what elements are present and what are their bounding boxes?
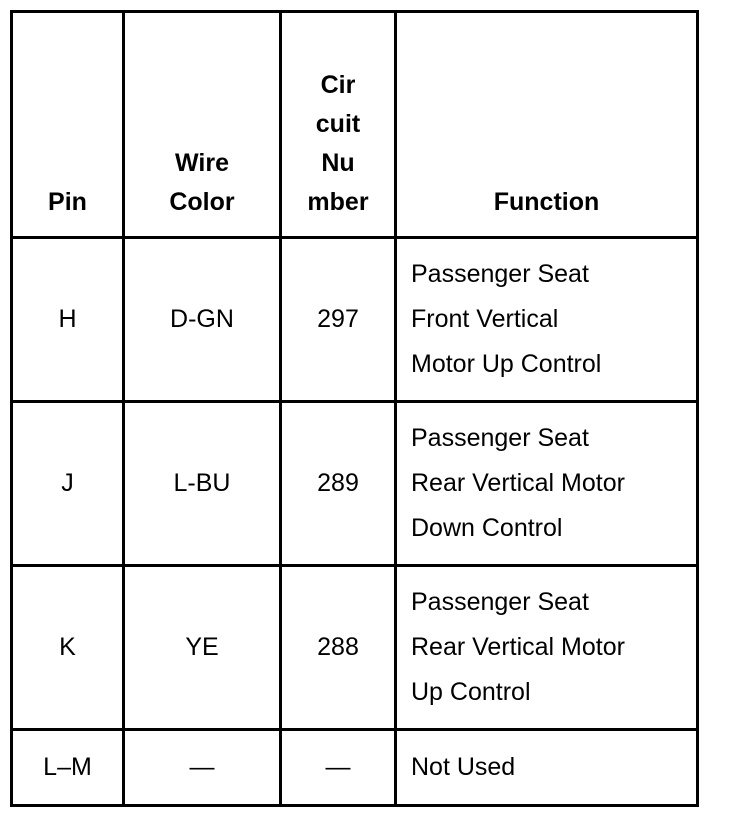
header-wire-color xyxy=(124,12,281,238)
cell-wire-color: L-BU xyxy=(124,402,281,566)
table-row xyxy=(12,566,698,730)
function-line: Not Used xyxy=(411,753,516,781)
cell-wire-color: YE xyxy=(124,566,281,730)
header-circuit-number xyxy=(281,12,396,238)
function-line: Up Control xyxy=(411,678,531,706)
function-line: Motor Up Control xyxy=(411,350,602,378)
function-line: Rear Vertical Motor xyxy=(411,633,625,661)
table-row xyxy=(12,238,698,402)
cell-function xyxy=(396,402,698,566)
cell-circuit-number: — xyxy=(281,730,396,806)
connector-pinout-table xyxy=(10,10,699,807)
header-circuit-number-line: Nu xyxy=(321,149,355,177)
function-line: Front Vertical xyxy=(411,305,559,333)
table-row xyxy=(12,402,698,566)
function-line: Passenger Seat xyxy=(411,260,589,288)
header-wire-color-line: Color xyxy=(169,188,235,216)
cell-pin: H xyxy=(12,238,124,402)
table-row xyxy=(12,730,698,806)
header-function-line: Function xyxy=(493,188,600,216)
function-line: Passenger Seat xyxy=(411,588,589,616)
header-circuit-number-line: mber xyxy=(307,188,369,216)
cell-function xyxy=(396,238,698,402)
cell-wire-color: — xyxy=(124,730,281,806)
header-function xyxy=(396,12,698,238)
header-pin xyxy=(12,12,124,238)
function-line: Passenger Seat xyxy=(411,424,589,452)
table-header-row xyxy=(12,12,698,238)
cell-wire-color: D-GN xyxy=(124,238,281,402)
header-wire-color-line: Wire xyxy=(175,149,229,177)
function-line: Rear Vertical Motor xyxy=(411,469,625,497)
header-pin-line: Pin xyxy=(48,188,87,216)
cell-pin: L–M xyxy=(12,730,124,806)
cell-function xyxy=(396,566,698,730)
cell-circuit-number: 297 xyxy=(281,238,396,402)
header-circuit-number-line: Cir xyxy=(320,71,356,99)
cell-pin: K xyxy=(12,566,124,730)
cell-circuit-number: 289 xyxy=(281,402,396,566)
cell-function xyxy=(396,730,698,806)
function-line: Down Control xyxy=(411,514,563,542)
cell-circuit-number: 288 xyxy=(281,566,396,730)
header-circuit-number-line: cuit xyxy=(315,110,361,138)
cell-pin: J xyxy=(12,402,124,566)
